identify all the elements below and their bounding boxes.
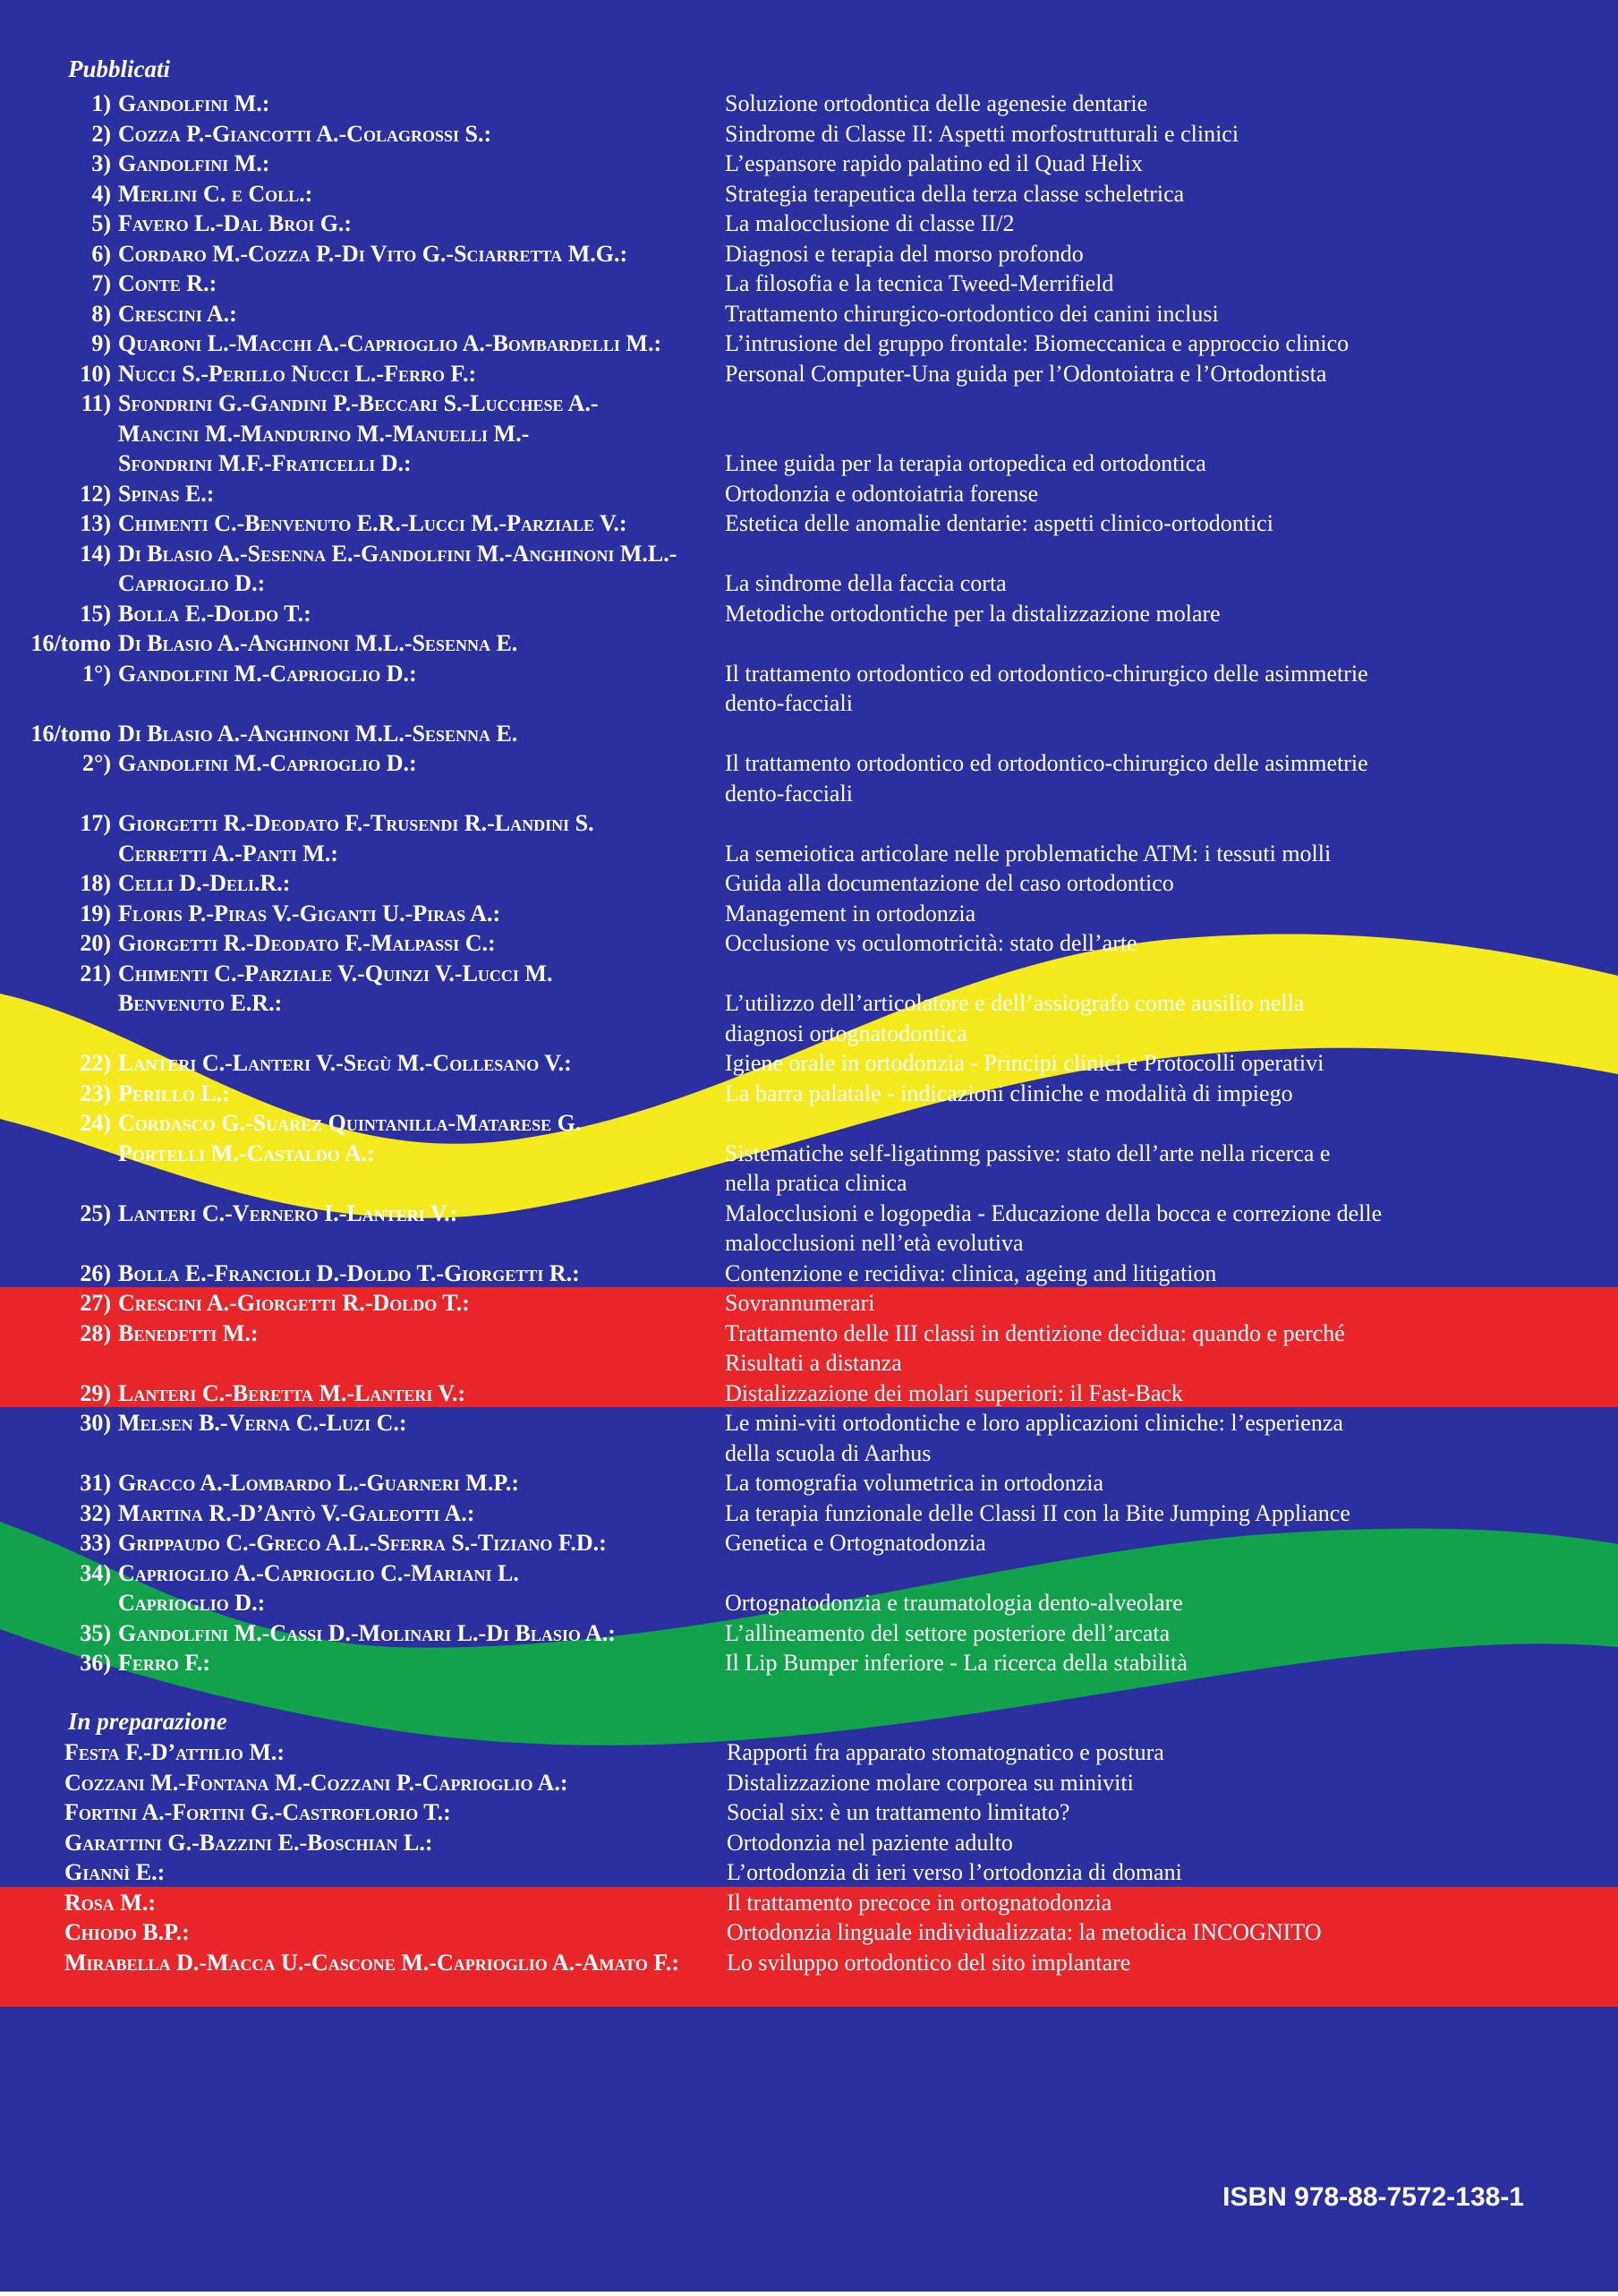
entry-number: 1) [91, 90, 111, 116]
author-line: Gandolfini M.-Cassi D.-Molinari L.-Di Blasio A.: [118, 1619, 616, 1646]
author-line: Di Blasio A.-Sesenna E.-Gandolfini M.-Anghinoni M.L.- [118, 540, 677, 567]
title-line: Risultati a distanza [725, 1350, 902, 1376]
title-line: La filosofia e la tecnica Tweed-Merrifield [725, 270, 1114, 296]
entry-authors [116, 1288, 725, 1319]
entry-number: 21) [80, 960, 111, 986]
entry-title [725, 329, 1557, 359]
author-line: Mirabella D.-Macca U.-Cascone M.-Caprioglio A.-Amato F.: [64, 1949, 680, 1976]
entry-authors [116, 1558, 725, 1618]
entry-number: 28) [80, 1319, 111, 1346]
title-line: Igiene orale in ortodonzia - Principi clinici e Protocolli operativi [725, 1050, 1324, 1076]
author-line: Gandolfini M.: [118, 90, 270, 116]
entry-number: 24) [80, 1110, 111, 1136]
author-line: Giorgetti R.-Deodato F.-Trusendi R.-Landini S. [118, 810, 594, 836]
entry-title [725, 1498, 1557, 1529]
preparation-list [0, 1737, 1618, 1977]
entry-title [725, 299, 1557, 329]
published-entry [0, 719, 1618, 809]
published-entry [0, 1498, 1618, 1529]
author-line: Martina R.-D’Antò V.-Galeotti A.: [118, 1499, 475, 1526]
entry-title [725, 959, 1557, 1049]
entry-authors [116, 388, 725, 479]
prep-heading: In preparazione [68, 1708, 227, 1735]
published-entry [0, 1528, 1618, 1558]
author-line: Nucci S.-Perillo Nucci L.-Ferro F.: [118, 360, 477, 387]
entry-number: 18) [80, 870, 111, 896]
published-entry [0, 959, 1618, 1049]
entry-number: 27) [80, 1290, 111, 1316]
entry-authors [116, 1378, 725, 1409]
title-line: Ortognatodonzia e traumatologia dento-alveolare [725, 1590, 1183, 1616]
author-line [118, 688, 725, 719]
preparation-entry [0, 1797, 1618, 1828]
entry-number: 33) [80, 1530, 111, 1556]
preparation-entry [0, 1857, 1618, 1888]
entry-authors [116, 959, 725, 1049]
title-line: Trattamento delle III classi in dentizione decidua: quando e perché [725, 1319, 1345, 1346]
title-line [725, 808, 1557, 839]
author-line: Benedetti M.: [118, 1319, 259, 1346]
entry-title [725, 508, 1557, 539]
entry-authors [116, 599, 725, 629]
entry-title [725, 599, 1557, 629]
entry-title [725, 209, 1557, 239]
author-line [118, 1438, 725, 1469]
title-line: nella pratica clinica [725, 1170, 907, 1196]
author-line: Favero L.-Dal Broi G.: [118, 210, 353, 236]
title-line: Ortodonzia linguale individualizzata: la metodica INCOGNITO [727, 1919, 1322, 1945]
entry-authors [116, 479, 725, 509]
entry-authors [116, 1079, 725, 1109]
author-line: Gracco A.-Lombardo L.-Guarneri M.P.: [118, 1470, 519, 1496]
entry-number: 16/tomo 1°) [30, 630, 111, 687]
entry-authors [116, 1618, 725, 1649]
entry-title [727, 1797, 1559, 1828]
title-line: La malocclusione di classe II/2 [725, 210, 1015, 236]
entry-title [725, 1079, 1557, 1109]
author-line [118, 1019, 725, 1049]
title-line: Distalizzazione molare corporea su miniviti [727, 1769, 1134, 1796]
entry-authors [116, 808, 725, 868]
author-line: Mancini M.-Mandurino M.-Manuelli M.- [118, 420, 530, 447]
published-entry [0, 149, 1618, 179]
entry-title [725, 269, 1557, 299]
title-line: Occlusione vs oculomotricità: stato dell’arte [725, 930, 1137, 956]
published-entry [0, 599, 1618, 629]
isbn-code: ISBN 978-88-7572-138-1 [1222, 2182, 1524, 2212]
entry-title [725, 119, 1557, 149]
published-list [0, 89, 1618, 1678]
entry-number: 12) [80, 480, 111, 507]
published-entry [0, 179, 1618, 209]
entry-authors [116, 269, 725, 299]
preparation-entry [0, 1768, 1618, 1798]
published-entry [0, 1378, 1618, 1409]
author-line: Ferro F.: [118, 1650, 211, 1676]
title-line: Genetica e Ortognatodonzia [725, 1530, 986, 1556]
entry-authors [0, 1888, 727, 1918]
author-line: Di Blasio A.-Anghinoni M.L.-Sesenna E. [118, 630, 518, 656]
author-line: Conte R.: [118, 270, 217, 296]
author-line: Chimenti C.-Parziale V.-Quinzi V.-Lucci M. [118, 960, 553, 986]
entry-title [727, 1828, 1559, 1858]
title-line: della scuola di Aarhus [725, 1439, 932, 1466]
title-line: Sindrome di Classe II: Aspetti morfostrutturali e clinici [725, 120, 1239, 147]
author-line: Celli D.-Deli.R.: [118, 870, 291, 896]
entry-number: 23) [80, 1080, 111, 1106]
author-line: Perillo L.: [118, 1080, 230, 1106]
entry-number: 32) [80, 1499, 111, 1526]
title-line: L’allineamento del settore posteriore dell’arcata [725, 1619, 1171, 1646]
author-line [118, 1348, 725, 1378]
entry-title [725, 1378, 1557, 1409]
title-line: La terapia funzionale delle Classi II con la Bite Jumping Appliance [725, 1499, 1350, 1526]
published-entry [0, 808, 1618, 868]
entry-number: 10) [80, 360, 111, 387]
published-entry [0, 1468, 1618, 1498]
title-line: Metodiche ortodontiche per la distalizzazione molare [725, 600, 1221, 627]
title-line: Contenzione e recidiva: clinica, ageing and litigation [725, 1259, 1217, 1286]
published-entry [0, 1048, 1618, 1079]
entry-authors [116, 1648, 725, 1678]
published-entry [0, 1259, 1618, 1289]
entry-title [725, 719, 1557, 809]
entry-title [725, 149, 1557, 179]
entry-authors [0, 1857, 727, 1888]
entry-number: 17) [80, 810, 111, 836]
entry-authors [116, 89, 725, 119]
author-line: Cozza P.-Giancotti A.-Colagrossi S.: [118, 120, 492, 147]
entry-number: 26) [80, 1259, 111, 1286]
author-line: Caprioglio D.: [118, 570, 266, 596]
title-line: Diagnosi e terapia del morso profondo [725, 240, 1084, 267]
entry-number: 3) [91, 150, 111, 176]
author-line: Fortini A.-Fortini G.-Castroflorio T.: [64, 1799, 451, 1825]
entry-authors [116, 899, 725, 929]
entry-title [727, 1917, 1559, 1948]
entry-authors [116, 508, 725, 539]
entry-title [725, 1108, 1557, 1199]
entry-authors [0, 1768, 727, 1798]
published-entry [0, 1108, 1618, 1199]
entry-title [727, 1857, 1559, 1888]
title-line: Management in ortodonzia [725, 900, 976, 926]
entry-authors [116, 1259, 725, 1289]
title-line: L’intrusione del gruppo frontale: Biomeccanica e approccio clinico [725, 330, 1350, 356]
author-line: Rosa M.: [64, 1889, 156, 1916]
title-line: Lo sviluppo ortodontico del sito implantare [727, 1949, 1131, 1976]
title-line: Malocclusioni e logopedia - Educazione della bocca e correzione delle [725, 1199, 1383, 1226]
author-line: Gandolfini M.: [118, 150, 270, 176]
title-line: Le mini-viti ortodontiche e loro applicazioni cliniche: l’esperienza [725, 1410, 1343, 1436]
entry-title [725, 1288, 1557, 1319]
author-line [118, 1228, 725, 1259]
author-line: Giorgetti R.-Deodato F.-Malpassi C.: [118, 930, 496, 956]
entry-number: 2) [91, 120, 111, 147]
title-line: Personal Computer-Una guida per l’Odontoiatra e l’Ortodontista [725, 360, 1327, 387]
published-entry [0, 628, 1618, 719]
preparation-entry [0, 1737, 1618, 1768]
entry-authors [0, 1948, 727, 1978]
entry-authors [116, 239, 725, 269]
entry-authors [0, 1737, 727, 1768]
author-line: Floris P.-Piras V.-Giganti U.-Piras A.: [118, 900, 501, 926]
title-line [725, 1108, 1557, 1139]
entry-authors [116, 1408, 725, 1468]
author-line: Lanteri C.-Vernero I.-Lanteri V.: [118, 1199, 458, 1226]
entry-authors [116, 1498, 725, 1529]
entry-authors [116, 1528, 725, 1558]
title-line [725, 388, 1557, 419]
entry-title [725, 179, 1557, 209]
author-line: Bolla E.-Doldo T.: [118, 600, 311, 627]
author-line: Grippaudo C.-Greco A.L.-Sferra S.-Tiziano F.D.: [118, 1530, 607, 1556]
entry-authors [116, 119, 725, 149]
author-line: Melsen B.-Verna C.-Luzi C.: [118, 1410, 407, 1436]
title-line: Sistematiche self-ligatinmg passive: stato dell’arte nella ricerca e [725, 1139, 1331, 1166]
entry-number: 5) [91, 210, 111, 236]
preparation-entry [0, 1948, 1618, 1978]
published-entry [0, 119, 1618, 149]
entry-authors [116, 179, 725, 209]
entry-authors [116, 628, 725, 719]
published-entry [0, 1079, 1618, 1109]
preparation-entry [0, 1917, 1618, 1948]
published-entry [0, 1199, 1618, 1259]
entry-title [725, 89, 1557, 119]
author-line: Benvenuto E.R.: [118, 990, 283, 1016]
published-entry [0, 1408, 1618, 1468]
title-line: L’utilizzo dell’articolatore e dell’assiografo come ausilio nella [725, 990, 1305, 1016]
published-entry [0, 508, 1618, 539]
entry-title [725, 1468, 1557, 1498]
author-line: Chiodo B.P.: [64, 1919, 190, 1945]
published-heading: Pubblicati [68, 55, 170, 82]
entry-title [725, 1528, 1557, 1558]
published-entry [0, 89, 1618, 119]
entry-authors [116, 329, 725, 359]
title-line: dento-facciali [725, 690, 853, 716]
published-entry [0, 269, 1618, 299]
author-line: Portelli M.-Castaldo A.: [118, 1139, 375, 1166]
published-entry [0, 1618, 1618, 1649]
entry-number: 11) [81, 390, 111, 416]
title-line: Linee guida per la terapia ortopedica ed ortodontica [725, 450, 1206, 476]
entry-number: 15) [80, 600, 111, 627]
title-line [725, 539, 1557, 569]
title-line: Trattamento chirurgico-ortodontico dei canini inclusi [725, 300, 1219, 327]
author-line: Chimenti C.-Benvenuto E.R.-Lucci M.-Parziale V.: [118, 510, 627, 536]
title-line: La barra palatale - indicazioni cliniche e modalità di impiego [725, 1080, 1293, 1106]
author-line: Spinas E.: [118, 480, 215, 507]
entry-authors [0, 1797, 727, 1828]
published-entry [0, 539, 1618, 599]
entry-number: 25) [80, 1199, 111, 1226]
title-line: Guida alla documentazione del caso ortodontico [725, 870, 1174, 896]
author-line: Cordasco G.-Suarez Quintanilla-Matarese G. [118, 1110, 582, 1136]
title-line: Social six: è un trattamento limitato? [727, 1799, 1070, 1825]
published-entry [0, 928, 1618, 959]
entry-title [725, 1259, 1557, 1289]
entry-title [727, 1768, 1559, 1798]
title-line: malocclusioni nell’età evolutiva [725, 1230, 1024, 1256]
title-line: diagnosi ortognatodontica [725, 1020, 967, 1046]
author-line: Cerretti A.-Panti M.: [118, 840, 338, 866]
published-entry [0, 1558, 1618, 1618]
title-line: Distalizzazione dei molari superiori: il Fast-Back [725, 1379, 1183, 1406]
entry-title [725, 539, 1557, 599]
title-line: Rapporti fra apparato stomatognatico e postura [727, 1739, 1164, 1765]
author-line: Di Blasio A.-Anghinoni M.L.-Sesenna E. [118, 720, 518, 747]
author-line: Sfondrini M.F.-Fraticelli D.: [118, 450, 412, 476]
author-line: Gandolfini M.-Caprioglio D.: [118, 750, 417, 776]
published-entry [0, 1648, 1618, 1678]
author-line: Caprioglio D.: [118, 1590, 266, 1616]
entry-authors [116, 1319, 725, 1378]
entry-number: 22) [80, 1050, 111, 1076]
published-entry [0, 899, 1618, 929]
author-line: Giannì E.: [64, 1859, 166, 1885]
entry-title [725, 479, 1557, 509]
title-line: Il trattamento precoce in ortognatodonzia [727, 1889, 1112, 1916]
entry-number: 36) [80, 1650, 111, 1676]
published-entry [0, 239, 1618, 269]
entry-title [725, 239, 1557, 269]
author-line: Bolla E.-Francioli D.-Doldo T.-Giorgetti R.: [118, 1259, 580, 1286]
entry-authors [116, 1048, 725, 1079]
published-entry [0, 479, 1618, 509]
entry-authors [116, 149, 725, 179]
entry-authors [116, 539, 725, 599]
title-line: Il trattamento ortodontico ed ortodontico-chirurgico delle asimmetrie [725, 660, 1368, 687]
entry-number: 34) [80, 1559, 111, 1586]
entry-title [725, 1199, 1557, 1259]
entry-title [725, 359, 1557, 389]
published-entry [0, 1319, 1618, 1378]
author-line: Lanteri C.-Lanteri V.-Segù M.-Collesano V.: [118, 1050, 572, 1076]
entry-title [725, 928, 1557, 959]
author-line: Crescini A.-Giorgetti R.-Doldo T.: [118, 1290, 470, 1316]
entry-number: 13) [80, 510, 111, 536]
entry-number: 7) [91, 270, 111, 296]
entry-title [725, 899, 1557, 929]
entry-number: 6) [91, 240, 111, 267]
title-line: Il Lip Bumper inferiore - La ricerca della stabilità [725, 1650, 1188, 1676]
entry-authors [0, 1828, 727, 1858]
title-line: Ortodonzia e odontoiatria forense [725, 480, 1039, 507]
entry-number: 30) [80, 1410, 111, 1436]
entry-number: 19) [80, 900, 111, 926]
published-entry [0, 359, 1618, 389]
title-line: dento-facciali [725, 780, 853, 807]
entry-title [725, 1408, 1557, 1468]
author-line: Sfondrini G.-Gandini P.-Beccari S.-Lucchese A.- [118, 390, 599, 416]
published-entry [0, 388, 1618, 479]
entry-title [725, 868, 1557, 899]
author-line: Cordaro M.-Cozza P.-Di Vito G.-Sciarretta M.G.: [118, 240, 628, 267]
entry-title [725, 1558, 1557, 1618]
title-line: La semeiotica articolare nelle problematiche ATM: i tessuti molli [725, 840, 1332, 866]
title-line: L’ortodonzia di ieri verso l’ortodonzia di domani [727, 1859, 1182, 1885]
author-line: Caprioglio A.-Caprioglio C.-Mariani L. [118, 1559, 519, 1586]
entry-number: 14) [80, 540, 111, 567]
title-line [725, 628, 1557, 659]
title-line [725, 719, 1557, 749]
title-line: Estetica delle anomalie dentarie: aspetti clinico-ortodontici [725, 510, 1273, 536]
preparation-entry [0, 1888, 1618, 1918]
title-line: Strategia terapeutica della terza classe scheletrica [725, 180, 1185, 207]
entry-title [725, 1048, 1557, 1079]
title-line: La sindrome della faccia corta [725, 570, 1007, 596]
entry-authors [116, 719, 725, 809]
entry-title [727, 1737, 1559, 1768]
entry-number: 4) [91, 180, 111, 207]
entry-number: 35) [80, 1619, 111, 1646]
entry-authors [116, 868, 725, 899]
title-line [725, 959, 1557, 989]
author-line: Cozzani M.-Fontana M.-Cozzani P.-Caprioglio A.: [64, 1769, 568, 1796]
author-line: Gandolfini M.-Caprioglio D.: [118, 660, 417, 687]
title-line: Sovrannumerari [725, 1290, 875, 1316]
author-line: Crescini A.: [118, 300, 237, 327]
title-line: Soluzione ortodontica delle agenesie dentarie [725, 90, 1148, 116]
entry-title [725, 1618, 1557, 1649]
published-entry [0, 329, 1618, 359]
title-line: Ortodonzia nel paziente adulto [727, 1829, 1013, 1856]
preparation-entry [0, 1828, 1618, 1858]
entry-authors [116, 359, 725, 389]
entry-title [725, 808, 1557, 868]
author-line: Quaroni L.-Macchi A.-Caprioglio A.-Bombardelli M.: [118, 330, 662, 356]
entry-title [727, 1888, 1559, 1918]
entry-authors [116, 209, 725, 239]
entry-number: 29) [80, 1379, 111, 1406]
entry-number: 16/tomo 2°) [30, 720, 111, 776]
entry-authors [116, 1468, 725, 1498]
published-entry [0, 868, 1618, 899]
entry-title [727, 1948, 1559, 1978]
entry-number: 8) [91, 300, 111, 327]
author-line: Lanteri C.-Beretta M.-Lanteri V.: [118, 1379, 465, 1406]
title-line: Il trattamento ortodontico ed ortodontico-chirurgico delle asimmetrie [725, 750, 1368, 776]
entry-title [725, 1319, 1557, 1378]
entry-authors [116, 928, 725, 959]
author-line [118, 779, 725, 809]
published-entry [0, 1288, 1618, 1319]
author-line [118, 1168, 725, 1199]
entry-authors [116, 1199, 725, 1259]
entry-authors [0, 1917, 727, 1948]
entry-title [725, 628, 1557, 719]
entry-title [725, 1648, 1557, 1678]
entry-authors [116, 1108, 725, 1199]
author-line: Festa F.-D’attilio M.: [64, 1739, 285, 1765]
entry-number: 20) [80, 930, 111, 956]
entry-number: 31) [80, 1470, 111, 1496]
published-entry [0, 299, 1618, 329]
title-line: L’espansore rapido palatino ed il Quad Helix [725, 150, 1143, 176]
title-line [725, 419, 1557, 449]
title-line [725, 1558, 1557, 1589]
author-line: Garattini G.-Bazzini E.-Boschian L.: [64, 1829, 433, 1856]
published-entry [0, 209, 1618, 239]
author-line: Merlini C. e Coll.: [118, 180, 313, 207]
entry-number: 9) [91, 330, 111, 356]
entry-authors [116, 299, 725, 329]
title-line: La tomografia volumetrica in ortodonzia [725, 1470, 1104, 1496]
entry-title [725, 388, 1557, 479]
